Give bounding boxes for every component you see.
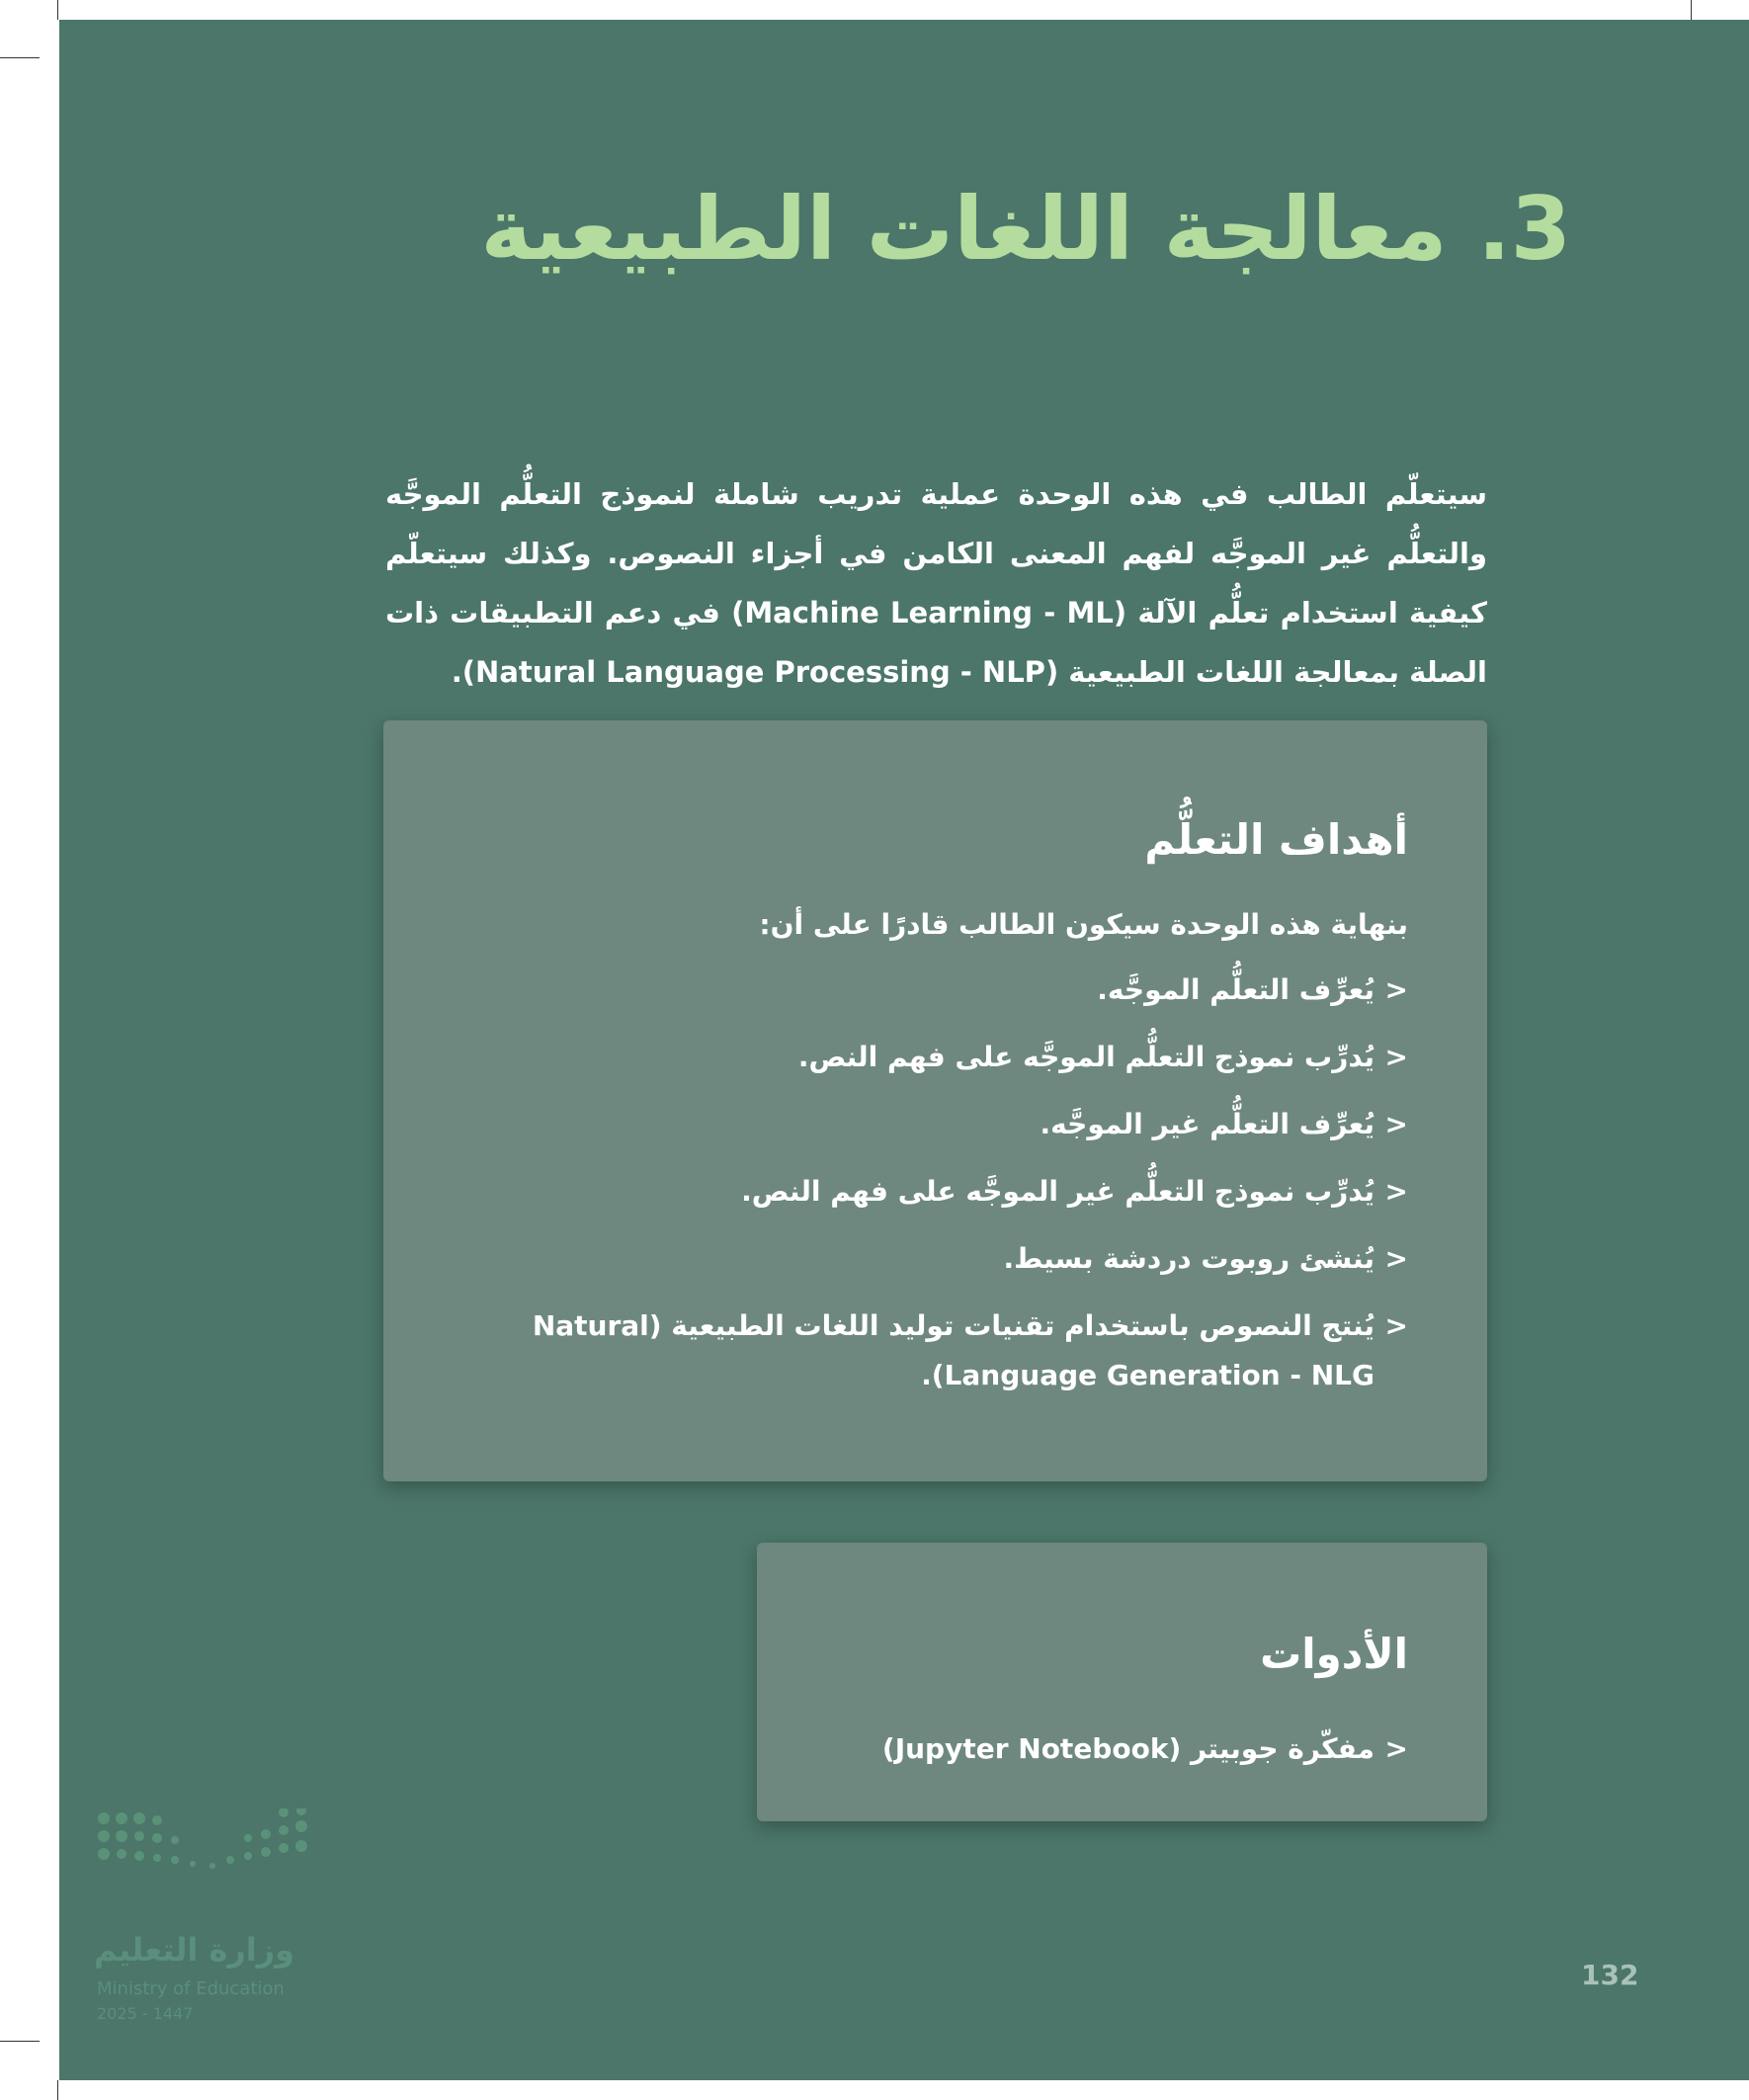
chevron-left-icon: <: [1384, 973, 1408, 1006]
crop-mark: [1691, 0, 1692, 20]
ministry-year: 2025 - 1447: [97, 2004, 194, 2023]
ministry-name-arabic: وزارة التعليم: [94, 1931, 295, 1969]
objectives-heading: أهداف التعلُّم: [1144, 815, 1408, 864]
page: [59, 20, 1749, 2080]
tools-heading: الأدوات: [1260, 1630, 1408, 1678]
crop-mark: [0, 2041, 40, 2042]
intro-paragraph: سيتعلّم الطالب في هذه الوحدة عملية تدريب شاملة لنموذج التعلُّم الموجَّه والتعلُّم غير الموجَّه لفهم المعنى الكامن في أجزاء النصوص. وكذلك سيتعلّم كيفية استخدام تعلُّم الآلة (Machine Learning - ML) في دعم التطبيقات ذات الصلة بمعالجة اللغات الطبيعية (Natural Language Processing - NLP).: [385, 477, 1487, 689]
chevron-left-icon: <: [1384, 1732, 1408, 1765]
chevron-left-icon: <: [1384, 1175, 1408, 1208]
page-title: 3. معالجة اللغات الطبيعية: [480, 178, 1571, 280]
list-item: < يُعرِّف التعلُّم غير الموجَّه.: [459, 1100, 1408, 1167]
chevron-left-icon: <: [1384, 1108, 1408, 1140]
chevron-left-icon: <: [1384, 1309, 1408, 1342]
crop-mark: [57, 2080, 58, 2100]
list-item: < يُعرِّف التعلُّم الموجَّه.: [459, 966, 1408, 1033]
list-item: < يُدرِّب نموذج التعلُّم الموجَّه على فهم النص.: [459, 1033, 1408, 1100]
list-item: < يُدرِّب نموذج التعلُّم غير الموجَّه على فهم النص.: [459, 1167, 1408, 1234]
learning-objectives-box: [383, 720, 1487, 1481]
list-item: < يُنشئ روبوت دردشة بسيط.: [459, 1234, 1408, 1302]
objectives-list: [459, 966, 1408, 1400]
chevron-left-icon: <: [1384, 1041, 1408, 1073]
tools-box: [757, 1543, 1487, 1821]
crop-mark: [0, 57, 40, 58]
list-item: < يُنتج النصوص باستخدام تقنيات توليد اللغات الطبيعية (Natural Language Generation - NLG).: [459, 1302, 1408, 1400]
crop-mark: [57, 0, 58, 20]
page-number: 132: [1581, 1959, 1639, 1991]
list-item: < مفكّرة جوبيتر (Jupyter Notebook): [815, 1724, 1408, 1792]
ministry-name-english: Ministry of Education: [97, 1978, 285, 1999]
tools-list: [815, 1724, 1408, 1792]
objectives-intro: بنهاية هذه الوحدة سيكون الطالب قادرًا على أن:: [759, 908, 1408, 941]
chevron-left-icon: <: [1384, 1242, 1408, 1275]
